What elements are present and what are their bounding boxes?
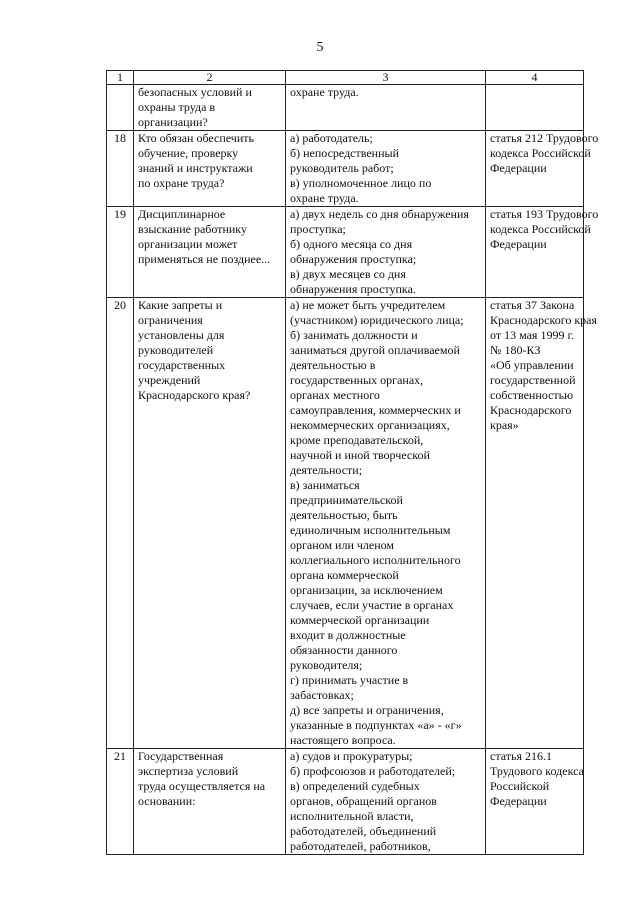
text-line: в) определений судебных [290, 779, 420, 793]
text-line: в) двух месяцев со дня [290, 267, 406, 281]
text-line: Дисциплинарное [138, 207, 226, 221]
text-line: Федерации [490, 794, 547, 808]
text-line: Краснодарского [490, 403, 572, 417]
question-cell [134, 207, 286, 298]
text-line: безопасных условий и [138, 85, 252, 99]
column-number-1: 1 [107, 71, 134, 85]
text-line: статья 37 Закона [490, 298, 575, 312]
text-line: единоличным исполнительным [290, 523, 451, 537]
text-line: деятельностью в [290, 358, 376, 372]
table-row [107, 85, 584, 131]
text-line: установлены для [138, 328, 225, 342]
text-line: экспертиза условий [138, 764, 239, 778]
source-cell [486, 749, 584, 855]
answers-cell [286, 85, 486, 131]
text-line: края» [490, 418, 519, 432]
text-line: проступка; [290, 222, 346, 236]
text-line: статья 216.1 [490, 749, 552, 763]
text-line: б) непосредственный [290, 146, 399, 160]
answers-cell [286, 207, 486, 298]
text-line: коммерческой организации [290, 613, 430, 627]
text-line: б) одного месяца со дня [290, 237, 413, 251]
source-cell [486, 85, 584, 131]
source-cell [486, 298, 598, 749]
text-line: обязанности данного [290, 643, 398, 657]
column-number-3: 3 [286, 71, 486, 85]
text-line: д) все запреты и ограничения, [290, 703, 444, 717]
text-line: Кто обязан обеспечить [138, 131, 254, 145]
text-line: а) судов и прокуратуры; [290, 749, 413, 763]
text-line: кроме преподавательской, [290, 433, 424, 447]
text-line: Краснодарского края [490, 313, 598, 327]
text-line: государственных [138, 358, 226, 372]
row-number: 19 [107, 207, 134, 298]
text-line: некоммерческих организациях, [290, 418, 450, 432]
text-line: руководитель работ; [290, 161, 394, 175]
text-line: Федерации [490, 161, 547, 175]
text-line: организации, за исключением [290, 583, 443, 597]
row-number: 21 [107, 749, 134, 855]
text-line: охране труда. [290, 191, 359, 205]
question-cell [134, 298, 286, 749]
text-line: в) заниматься [290, 478, 360, 492]
text-line: собственностью [490, 388, 574, 402]
text-line: Какие запреты и [138, 298, 223, 312]
text-line: а) двух недель со дня обнаружения [290, 207, 469, 221]
text-line: № 180-КЗ [490, 343, 541, 357]
text-line: организации может [138, 237, 238, 251]
table-row [107, 749, 584, 855]
text-line: а) работодатель; [290, 131, 373, 145]
text-line: деятельности; [290, 463, 363, 477]
text-line: Российской [490, 779, 550, 793]
text-line: самоуправления, коммерческих и [290, 403, 461, 417]
text-line: обучение, проверку [138, 146, 239, 160]
text-line: статья 193 Трудового [490, 207, 599, 221]
text-line: а) не может быть учредителем [290, 298, 446, 312]
column-number-2: 2 [134, 71, 286, 85]
text-line: б) профсоюзов и работодателей; [290, 764, 456, 778]
text-line: предпринимательской [290, 493, 403, 507]
text-line: заниматься другой оплачиваемой [290, 343, 460, 357]
text-line: деятельностью, быть [290, 508, 398, 522]
text-line: Государственная [138, 749, 224, 763]
text-line: коллегиального исполнительного [290, 553, 461, 567]
text-line: основании: [138, 794, 196, 808]
text-line: Трудового кодекса [490, 764, 584, 778]
text-line: государственной [490, 373, 576, 387]
table-header-row [107, 71, 584, 85]
text-line: случаев, если участие в органах [290, 598, 454, 612]
questions-table [106, 70, 599, 855]
source-cell [486, 131, 599, 207]
text-line: органом или членом [290, 538, 395, 552]
text-line: органов, обращений органов [290, 794, 437, 808]
text-line: работодателей, объединений [290, 824, 437, 838]
text-line: указанные в подпунктах «а» - «г» [290, 718, 462, 732]
text-line: по охране труда? [138, 176, 225, 190]
text-line: органа коммерческой [290, 568, 399, 582]
text-line: научной и иной творческой [290, 448, 430, 462]
text-line: кодекса Российской [490, 146, 591, 160]
column-number-4: 4 [486, 71, 584, 85]
row-number: 18 [107, 131, 134, 207]
text-line: руководителей [138, 343, 214, 357]
text-line: г) принимать участие в [290, 673, 409, 687]
text-line: ограничения [138, 313, 203, 327]
question-cell [134, 85, 286, 131]
text-line: органах местного [290, 388, 380, 402]
text-line: знаний и инструктажи [138, 161, 253, 175]
answers-cell [286, 298, 486, 749]
answers-cell [286, 131, 486, 207]
text-line: входит в должностные [290, 628, 406, 642]
table-row [107, 131, 584, 207]
text-line: (участником) юридического лица; [290, 313, 464, 327]
text-line: труда осуществляется на [138, 779, 266, 793]
text-line: «Об управлении [490, 358, 574, 372]
text-line: забастовках; [290, 688, 354, 702]
text-line: организации? [138, 115, 208, 129]
text-line: настоящего вопроса. [290, 733, 396, 747]
answers-cell [286, 749, 486, 855]
source-cell [486, 207, 599, 298]
question-cell [134, 749, 286, 855]
question-cell [134, 131, 286, 207]
text-line: Федерации [490, 237, 547, 251]
table-row [107, 298, 584, 749]
text-line: охране труда. [290, 85, 359, 99]
row-number [107, 85, 134, 131]
text-line: работодателей, работников, [290, 839, 431, 853]
text-line: Краснодарского края? [138, 388, 251, 402]
text-line: взыскание работнику [138, 222, 247, 236]
text-line: охраны труда в [138, 100, 216, 114]
text-line: руководителя; [290, 658, 363, 672]
text-line: исполнительной власти, [290, 809, 414, 823]
text-line: обнаружения проступка. [290, 282, 416, 296]
text-line: б) занимать должности и [290, 328, 418, 342]
text-line: государственных органах, [290, 373, 424, 387]
text-line: в) уполномоченное лицо по [290, 176, 432, 190]
text-line: кодекса Российской [490, 222, 591, 236]
page-number: 5 [316, 40, 324, 55]
text-line: обнаружения проступка; [290, 252, 417, 266]
table-row [107, 207, 584, 298]
text-line: учреждений [138, 373, 201, 387]
text-line: от 13 мая 1999 г. [490, 328, 575, 342]
text-line: статья 212 Трудового [490, 131, 599, 145]
text-line: применяться не позднее... [138, 252, 271, 266]
row-number: 20 [107, 298, 134, 749]
